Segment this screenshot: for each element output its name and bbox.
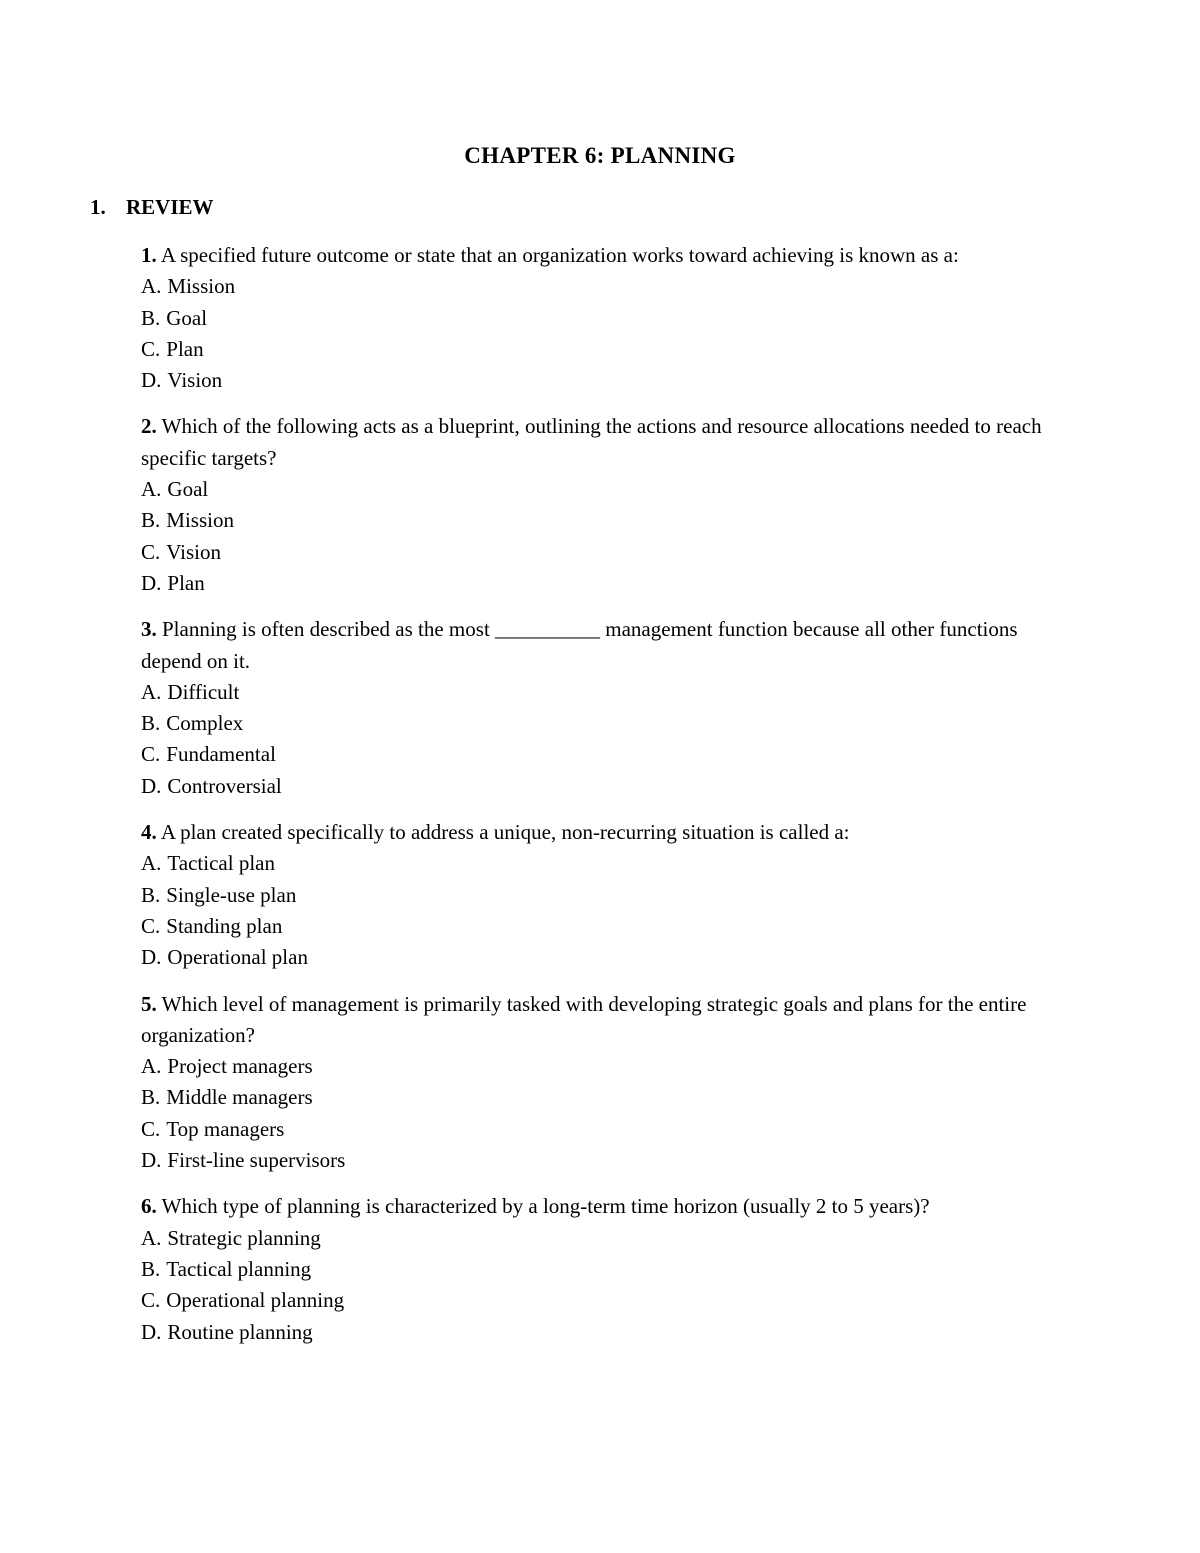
answer-option [141, 880, 1071, 911]
question-text: Which level of management is primarily tasked with developing strategic goals and plans for the entire organization? [141, 991, 1027, 1047]
answer-option [141, 1285, 1071, 1316]
question-stem [141, 240, 1071, 271]
option-text: Routine planning [167, 1319, 313, 1344]
option-letter: A. [141, 851, 162, 876]
answer-option [141, 568, 1071, 599]
option-letter: D. [141, 570, 162, 595]
option-letter: D. [141, 1148, 162, 1173]
option-text: Goal [167, 477, 209, 502]
question-number: 6. [141, 1194, 157, 1219]
option-letter: A. [141, 1054, 162, 1079]
option-letter: B. [141, 1085, 161, 1110]
answer-option [141, 271, 1071, 302]
option-text: Controversial [167, 773, 282, 798]
option-letter: D. [141, 368, 162, 393]
option-letter: D. [141, 1319, 162, 1344]
question-text: Which of the following acts as a blueprint, outlining the actions and resource allocations needed to reach specific targets? [141, 414, 1042, 470]
option-text: Complex [166, 711, 244, 736]
option-text: Plan [167, 570, 205, 595]
answer-option [141, 1317, 1071, 1348]
section-number: 1. [90, 195, 106, 219]
question-stem [141, 817, 1071, 848]
answer-option [141, 1145, 1071, 1176]
answer-option [141, 1114, 1071, 1145]
option-letter: D. [141, 773, 162, 798]
option-letter: C. [141, 539, 161, 564]
option-text: First-line supervisors [167, 1148, 346, 1173]
question-stem [141, 989, 1071, 1052]
option-letter: C. [141, 336, 161, 361]
option-text: Project managers [167, 1054, 313, 1079]
question-number: 1. [141, 243, 157, 267]
question-number: 5. [141, 991, 157, 1016]
option-text: Operational plan [167, 945, 308, 970]
question-text: Planning is often described as the most __________ management function because all other functions depend on it. [141, 617, 1018, 673]
question-item [141, 411, 1071, 599]
option-text: Difficult [167, 679, 240, 704]
option-letter: B. [141, 508, 161, 533]
option-letter: B. [141, 305, 161, 330]
answer-option [141, 1254, 1071, 1285]
option-text: Plan [166, 336, 204, 361]
option-text: Vision [166, 539, 222, 564]
option-text: Vision [167, 368, 223, 393]
question-text: A specified future outcome or state that an organization works toward achieving is known as a: [160, 243, 959, 267]
question-stem [141, 614, 1071, 677]
question-number: 4. [141, 820, 157, 845]
option-letter: A. [141, 274, 162, 299]
answer-option [141, 505, 1071, 536]
answer-option [141, 911, 1071, 942]
question-stem [141, 1191, 1071, 1222]
question-number: 2. [141, 414, 157, 439]
option-text: Single-use plan [166, 882, 297, 907]
question-item [141, 614, 1071, 802]
answer-option [141, 677, 1071, 708]
section-heading [90, 195, 214, 220]
option-text: Tactical plan [167, 851, 275, 876]
option-letter: A. [141, 1225, 162, 1250]
answer-option [141, 708, 1071, 739]
option-text: Tactical planning [166, 1256, 312, 1281]
chapter-title: CHAPTER 6: PLANNING [464, 143, 736, 168]
answer-option [141, 1051, 1071, 1082]
option-text: Strategic planning [167, 1225, 321, 1250]
answer-option [141, 848, 1071, 879]
option-letter: B. [141, 882, 161, 907]
option-text: Mission [166, 508, 234, 533]
option-letter: D. [141, 945, 162, 970]
option-letter: B. [141, 711, 161, 736]
option-letter: B. [141, 1256, 161, 1281]
option-letter: C. [141, 742, 161, 767]
answer-option [141, 474, 1071, 505]
answer-option [141, 1223, 1071, 1254]
option-letter: A. [141, 679, 162, 704]
option-letter: C. [141, 1288, 161, 1313]
answer-option [141, 739, 1071, 770]
section-title: REVIEW [126, 195, 214, 219]
question-stem [141, 411, 1071, 474]
answer-option [141, 365, 1071, 396]
option-letter: C. [141, 1116, 161, 1141]
answer-option [141, 334, 1071, 365]
option-text: Top managers [166, 1116, 285, 1141]
question-item [141, 1191, 1071, 1347]
answer-option [141, 771, 1071, 802]
question-item [141, 240, 1071, 396]
question-item [141, 817, 1071, 973]
answer-option [141, 537, 1071, 568]
option-text: Fundamental [166, 742, 276, 767]
option-text: Goal [166, 305, 208, 330]
option-letter: C. [141, 913, 161, 938]
option-text: Operational planning [166, 1288, 345, 1313]
answer-option [141, 1082, 1071, 1113]
option-text: Standing plan [166, 913, 283, 938]
question-item [141, 989, 1071, 1177]
option-text: Mission [167, 274, 236, 299]
question-list [141, 240, 1071, 1363]
answer-option [141, 303, 1071, 334]
question-text: Which type of planning is characterized by a long-term time horizon (usually 2 to 5 years)? [161, 1194, 930, 1219]
answer-option [141, 942, 1071, 973]
question-text: A plan created specifically to address a unique, non-recurring situation is called a: [160, 820, 850, 845]
question-number: 3. [141, 617, 157, 642]
option-text: Middle managers [166, 1085, 313, 1110]
option-letter: A. [141, 477, 162, 502]
